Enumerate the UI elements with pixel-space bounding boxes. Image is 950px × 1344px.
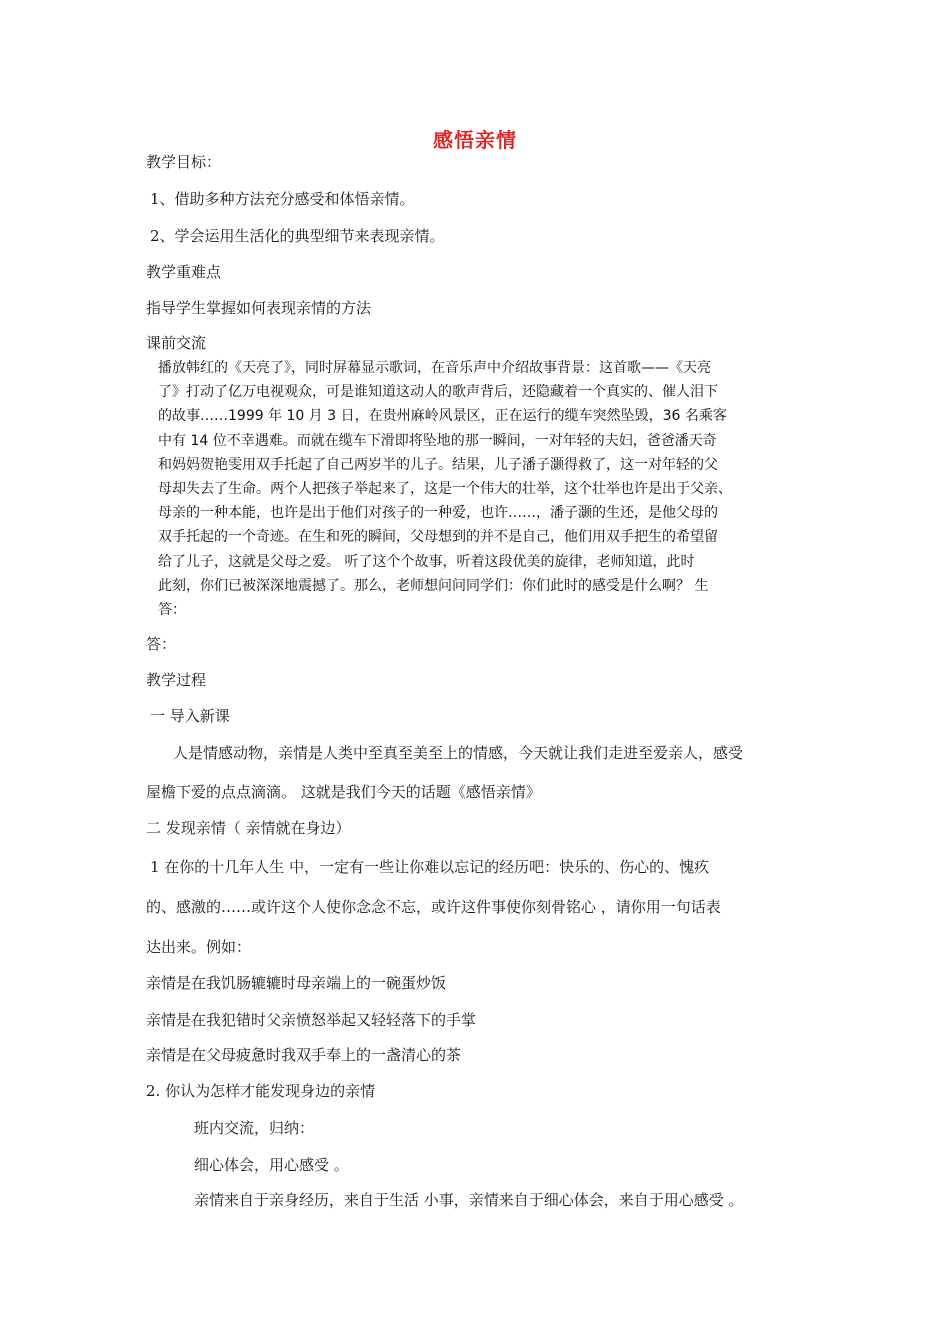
document-title: 感悟亲情 [433, 128, 517, 152]
paragraph-line: 人是情感动物，亲情是人类中至真至美至上的情感，今天就让我们走进至爱亲人，感受 [173, 744, 744, 762]
process-heading: 教学过程 [146, 671, 207, 689]
example-line: 亲情是在我犯错时父亲愤怒举起又轻轻落下的手掌 [146, 1011, 477, 1029]
passage-line: 中有 14 位不幸遇难。而就在缆车下滑即将坠地的那一瞬间，一对年轻的夫妇，爸爸潘天奇 [158, 432, 717, 449]
paragraph-line: 屋檐下爱的点点滴滴。 这就是我们今天的话题《感悟亲情》 [146, 783, 541, 801]
paragraph-line: 2. 你认为怎样才能发现身边的亲情 [146, 1082, 376, 1100]
passage-line: 母却失去了生命。两个人把孩子举起来了，这是一个伟大的壮举，这个壮举也许是出于父亲、 [158, 481, 732, 498]
goal-item: 2、学会运用生活化的典型细节来表现亲情。 [150, 227, 445, 245]
paragraph-line: 亲情来自于亲身经历，来自于生活 小事，亲情来自于细心体会，来自于用心感受 。 [194, 1191, 744, 1209]
passage-line: 母亲的一种本能，也许是出于他们对孩子的一种爱，也许……，潘子灏的生还，是他父母的 [158, 505, 718, 522]
section-heading: 二 发现亲情（ 亲情就在身边） [146, 819, 351, 837]
passage-line: 了》打动了亿万电视观众，可是谁知道这动人的歌声背后，还隐藏着一个真实的、催人泪下 [158, 384, 718, 401]
passage-line: 此刻，你们已被深深地震撼了。那么，老师想问问同学们：你们此时的感受是什么啊？ 生 [158, 577, 709, 594]
paragraph-line: 达出来。例如： [146, 938, 252, 956]
story-passage-image [158, 356, 760, 619]
difficulty-text: 指导学生掌握如何表现亲情的方法 [146, 299, 372, 317]
paragraph-line: 班内交流，归纳： [194, 1119, 315, 1137]
difficulty-heading: 教学重难点 [146, 263, 222, 281]
paragraph-line: 1 在你的十几年人生 中，一定有一些让你难以忘记的经历吧：快乐的、伤心的、愧疚 [150, 858, 710, 876]
paragraph-line: 的、感激的……或许这个人使你念念不忘，或许这件事使你刻骨铭心 ，请你用一句话表 [146, 898, 721, 916]
passage-line: 播放韩红的《天亮了》，同时屏幕显示歌词，在音乐声中介绍故事背景：这首歌——《天亮 [158, 360, 711, 376]
example-line: 亲情是在我饥肠辘辘时母亲端上的一碗蛋炒饭 [146, 974, 447, 992]
goals-heading: 教学目标： [146, 153, 222, 171]
pre-class-heading: 课前交流 [146, 334, 207, 352]
passage-line: 的故事……1999 年 10 月 3 日，在贵州麻岭风景区，正在运行的缆车突然坠毁，36 名乘客 [158, 408, 727, 425]
example-line: 亲情是在父母疲惫时我双手奉上的一盏清心的茶 [146, 1046, 462, 1064]
passage-line: 答： [158, 602, 186, 619]
paragraph-line: 细心体会，用心感受 。 [194, 1156, 349, 1174]
passage-line: 双手托起的一个奇迹。在生和死的瞬间，父母想到的并不是自己，他们用双手把生的希望留 [158, 529, 718, 546]
answer-label: 答： [146, 635, 177, 653]
passage-line: 和妈妈贺艳雯用双手托起了自己两岁半的儿子。结果，儿子潘子灏得救了，这一对年轻的父 [158, 456, 718, 473]
section-heading: 一 导入新课 [150, 707, 230, 725]
passage-line: 给了儿子，这就是父母之爱。 听了这个个故事，听着这段优美的旋律，老师知道，此时 [158, 553, 695, 570]
goal-item: 1、借助多种方法充分感受和体悟亲情。 [150, 190, 415, 208]
